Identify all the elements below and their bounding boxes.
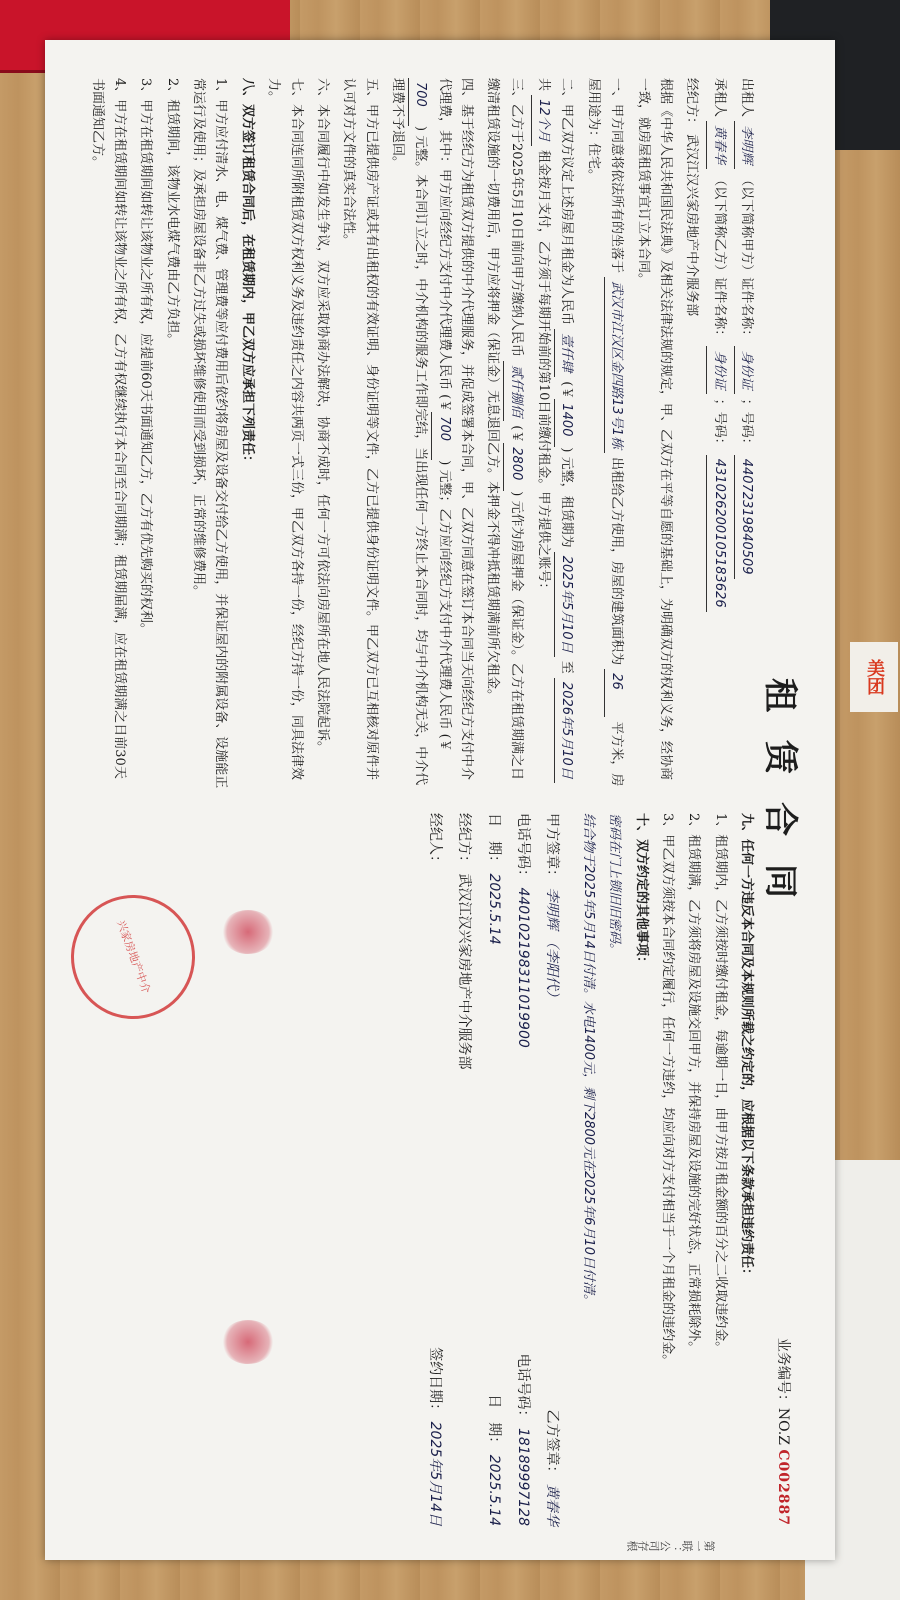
party-b-id-label: ；号码： [711,398,727,451]
phone-b-label: 电话号码： [515,1353,532,1424]
party-a-id-label: ；号码： [739,398,754,451]
clause-3-text-b: 元作为房屋押金（保证金）。乙方在租赁期满之日缴清租赁设施的一切费用后，甲方应将押金（保证金）无息退回乙方。本押金不得冲抵租赁期满前所欠租金。 [485,78,524,781]
party-a-id: 44072319840509 [734,455,757,579]
clause-9-heading: 九、任何一方违反本合同及本规则所载之约定的，应根据以下条款承担违约责任： [739,813,754,1282]
party-b-id-type: 身份证 [706,346,729,394]
clause-2-text-b: 元整，租赁期为 [559,456,575,548]
clause-4-text-b: 元整；乙方应向经纪方支付中介代理费人民币 [436,469,452,730]
sign-date-label: 签约日期： [426,1347,443,1418]
party-b-name: 黄春华 [706,121,729,169]
party-b-date [478,1394,507,1526]
clause-2: 二、甲乙双方议定上述房屋月租金为人民币 壹仟肆 (￥1400) 元整，租赁期为 2025年5月10日 至 2026年5月10日 共 12个月 租金按月支付，乙方须于每期开始前的第10日前缴付租金。甲方提供之账号： [531,78,578,791]
term-end: 2026年5月10日 [554,678,577,783]
party-a-date [478,813,507,945]
phone-a-value: 440102198311019900 [515,887,532,1048]
party-b-signature [537,1410,566,1526]
date-row [478,813,507,1526]
phone-b-value: 18189997128 [515,1428,532,1526]
clause-8-item-3: 3、甲方在租赁期间如转让该物业之所有权，应提前60天书面通知乙方，乙方有优先购买的权利。 [138,78,154,636]
agency-sign-name: 武汉江汉兴家房地产中介服务部 [456,873,473,1070]
clause-3-text: 三、乙方于2025年5月10日前向甲方缴纳人民币 [508,78,524,357]
sign-a-agent: （李阳代） [544,933,561,1004]
clause-2-text-c: 租金按月支付，乙方须于每期开始前的第10日前缴付租金。甲方提供之账号： [536,149,552,596]
contract-title: 租赁合同 [760,678,800,926]
serial-label: 业务编号：NO.Z [775,1337,791,1445]
fee-party-a: 700 [431,412,454,460]
fee-party-b: 700 [408,78,431,126]
fingerprint-b [221,1320,275,1364]
contract-photo [40,35,840,1565]
clause-9-item-3: 3、甲乙双方须按本合同约定履行，任何一方违约，均应向对方支付相当于一个月租金的违约金。 [659,813,675,1368]
party-b-suffix: （以下简称乙方）证件名称： [711,173,727,343]
sign-b-label: 乙方签章： [544,1409,561,1480]
property-address: 武汉市江汉区金四路13号1栋 [604,277,627,453]
preamble: 根据《中华人民共和国民法典》及相关法律法规的规定，甲、乙双方在平等自愿的基础上，为明确双方的权利义务，经协商一致，就房屋租赁事宜订立本合同。 [635,78,673,781]
sticker-logo: 美团 [850,642,898,712]
phone-a-label: 电话号码： [515,813,532,883]
agency-label: 经纪方： [684,78,700,131]
sign-b-name: 黄春华 [544,1484,561,1526]
clause-1-text-c: 平方米，房屋用途为：住宅。 [585,78,625,787]
clause-8-item-1: 1、甲方应付清水、电、煤气费、管理费等应付费用后依约将房屋及设备交付给乙方使用，并保证屋内的附属设备、设施能正常运行及使用；及承担房屋设备非乙方过失或损坏维修使用而受到损坏，正常的维修费用。 [191,78,229,789]
party-a-suffix: （以下简称甲方）证件名称： [739,173,754,343]
date-b-label: 日 期： [485,1394,502,1451]
deposit-amount: 2800 [503,443,526,491]
phone-row [508,813,537,1526]
term-total: 12个月 [531,95,554,146]
agency-name: 武汉江汉兴家房地产中介服务部 [684,134,700,317]
contract-sheet [45,40,835,1560]
deposit-upper: 贰仟捌佰 [503,361,526,421]
clause-9-item-1: 1、租赁期内，乙方须按时缴付租金，每逾期一日，由甲方按月租金额的百分之二收取违约金。 [712,813,728,1355]
fingerprint-a [221,910,275,954]
party-a-name: 李明辉 [734,121,757,169]
clause-10-heading: 十、双方约定的其他事项： [633,813,649,970]
sign-date-value: 2025年5月14日 [426,1421,443,1526]
agent-row [420,813,449,1526]
clause-8-item-4: 4、甲方在租赁期间如转让该物业之所有权，乙方有权继续执行本合同至合同期满；租赁期届满，应在租赁期满之日前30天书面通知乙方。 [89,78,128,779]
term-start: 2025年5月10日 [554,552,577,657]
party-a-phone [508,813,537,1048]
party-b-phone [508,1354,537,1526]
clause-3: 三、乙方于2025年5月10日前向甲方缴纳人民币 贰仟捌佰 (￥2800) 元作为房屋押金（保证金）。乙方在租赁期满之日缴清租赁设施的一切费用后，甲方应将押金（保证金）无息退回乙方。本押金不得冲抵租赁期满前所欠租金。 [481,78,527,791]
agency-stamp: 兴家房地产中介 [54,878,213,1037]
clause-1-text-b: 出租给乙方使用，房屋的建筑面积为 [609,457,625,666]
party-a-signature [537,813,566,1004]
date-a-label: 日 期： [485,813,502,869]
party-b-label: 承租人 [711,78,727,118]
serial-value: C002887 [775,1449,791,1526]
clause-6: 六、本合同履行中如发生争议，双方应采取协商办法解决，协商不成时，任何一方可依法向房屋所在地人民法院起诉。 [314,78,330,755]
rent-upper: 壹仟肆 [554,329,577,377]
agency-sign-label: 经纪方： [456,813,473,869]
signature-block [420,813,567,1526]
contract-body [81,78,757,1526]
party-a-label: 出租人 [739,78,754,118]
date-b-value: 2025.5.14 [485,1454,502,1526]
party-a-line [734,78,757,791]
party-a-id-type: 身份证 [734,346,757,394]
contract-left-column [81,78,757,791]
agency-line [680,78,702,791]
property-area: 26 [604,669,627,717]
rent-amount: 1400 [554,399,577,447]
clause-2-text: 二、甲乙双方议定上述房屋月租金为人民币 [559,78,575,326]
clause-4-text-c: 元整。本合同订立之时，中介机构的服务工作即完结，当出现任何一方终止本合同时，均与中介机构无关，中介代理费不予退回。 [389,78,429,786]
agency-signature [449,813,478,1526]
contract-header [757,78,809,1526]
clause-1 [581,78,627,791]
signature-row [537,813,566,1526]
copy-note: 第一联：公司存根 [627,1539,715,1552]
sign-a-name: 李明辉 [544,887,561,930]
date-a-value: 2025.5.14 [485,873,502,945]
other-terms-2: 结合物于2025年5月14日付清。水电1400元，剩下2800元在2025年6月10日付清。 [580,813,596,1307]
clause-7: 七、本合同连同所附租赁双方权利义务及违约责任之内容共两页一式三份，甲乙双方各持一份，经纪方持一份，同具法律效力。 [266,78,304,781]
clause-5: 五、甲方已提供房产证或其有出租权的有效证明、身份证明等文件，乙方已提供身份证明文件。甲乙双方已互相核对原件并认可对方文件的真实合法性。 [341,78,379,781]
agent-label: 经纪人： [426,813,443,869]
sign-date [420,1347,449,1526]
clause-8-item-2: 2、租赁期间，该物业水电煤气费由乙方负担。 [164,78,180,347]
serial-number [771,1338,795,1526]
clause-4: 四、基于经纪方为租赁双方提供的中介代理服务，并促成签署本合同，甲、乙双方同意在签订本合同当天向经纪方支付中介代理费，其中：甲方应向经纪方支付中介代理费人民币 (￥700) 元整；乙方应向经纪方支付中介代理费人民币 (￥700) 元整。本合同订立之时，中介机构的服务工作即完结，当出现任何一方终止本合同时，均与中介机构无关，中介代理费不予退回。 [389,78,475,786]
other-terms-1: 密码在门上锁旧旧密码。 [607,813,623,957]
party-b-line [706,78,729,791]
clause-4-text: 四、基于经纪方为租赁双方提供的中介代理服务，并促成签署本合同，甲、乙双方同意在签订本合同当天向经纪方支付中介代理费，其中：甲方应向经纪方支付中介代理费人民币 [436,78,475,781]
clause-1-text: 一、甲方同意将依法所有的坐落于 [609,78,625,274]
clause-9-item-2: 2、租赁期满，乙方须将房屋及设施交回甲方，并保持房屋及设施的完好状态，正常损耗除外。 [686,813,702,1355]
sign-a-label: 甲方签章： [544,813,561,883]
party-b-id: 431026200105183626 [706,455,729,612]
clause-8-heading: 八、双方签订租赁合同后，在租赁期内，甲乙双方应承担下列责任： [239,78,255,469]
